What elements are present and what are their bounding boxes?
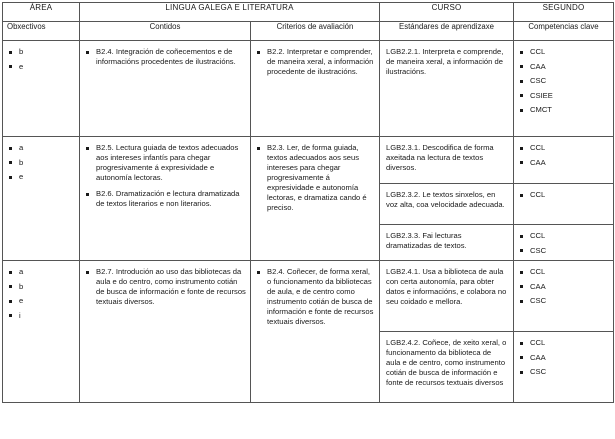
objective-item: a bbox=[9, 267, 76, 277]
table-row bbox=[3, 41, 614, 137]
competence-item: CSC bbox=[520, 76, 610, 86]
objective-item: b bbox=[9, 282, 76, 292]
criteria-cell bbox=[251, 137, 380, 261]
bullet-icon bbox=[520, 80, 523, 83]
criterion-item: B2.4. Coñecer, de forma xeral, o funcionamento da bibliotecas de aula, e de centro como instrumento cotián de busca de información e fonte de recursos textuais diversos. bbox=[257, 267, 376, 327]
objectives-cell bbox=[3, 137, 80, 261]
contents-cell bbox=[80, 137, 251, 261]
objectives-cell bbox=[3, 261, 80, 403]
bullet-icon bbox=[520, 271, 523, 274]
criteria-cell bbox=[251, 41, 380, 137]
column-header-row bbox=[3, 22, 614, 41]
standard-text: LGB2.3.2. Le textos sinxelos, en voz alta, coa velocidade adecuada. bbox=[386, 190, 505, 209]
competence-item: CAA bbox=[520, 62, 610, 72]
table-row bbox=[3, 137, 614, 184]
bullet-icon bbox=[257, 271, 260, 274]
objectives-cell bbox=[3, 41, 80, 137]
bullet-icon bbox=[257, 147, 260, 150]
criterion-item: B2.2. Interpretar e comprender, de maneira xeral, a información procedente de ilustracións. bbox=[257, 47, 376, 77]
bullet-icon bbox=[520, 342, 523, 345]
bullet-icon bbox=[86, 147, 89, 150]
standard-cell bbox=[380, 261, 514, 332]
bullet-icon bbox=[520, 356, 523, 359]
bullet-icon bbox=[520, 285, 523, 288]
bullet-icon bbox=[9, 51, 12, 54]
bullet-icon bbox=[520, 300, 523, 303]
standard-text: LGB2.4.1. Usa a biblioteca de aula con certa autonomía, para obter datos e informacións, e colabora no seu coidado e mellora. bbox=[386, 267, 507, 307]
competences-header: Competencias clave bbox=[514, 22, 614, 41]
competence-item: CMCT bbox=[520, 105, 610, 115]
objective-item: e bbox=[9, 62, 76, 72]
competence-item: CAA bbox=[520, 353, 610, 363]
subject-title: LINGUA GALEGA E LITERATURA bbox=[80, 3, 380, 22]
competences-cell bbox=[514, 261, 614, 332]
competence-item: CSC bbox=[520, 367, 610, 377]
standard-cell bbox=[380, 41, 514, 137]
objective-item: e bbox=[9, 172, 76, 182]
bullet-icon bbox=[257, 51, 260, 54]
standard-cell bbox=[380, 184, 514, 225]
contents-cell bbox=[80, 41, 251, 137]
content-item: B2.7. Introdución ao uso das bibliotecas da aula e do centro, como instrumento cotián de busca de información e fonte de recursos textuais diversos. bbox=[86, 267, 247, 307]
competence-item: CSC bbox=[520, 296, 610, 306]
bullet-icon bbox=[520, 94, 523, 97]
competence-item: CCL bbox=[520, 47, 610, 57]
table-header-row bbox=[3, 3, 614, 22]
criteria-header: Criterios de avaliación bbox=[251, 22, 380, 41]
bullet-icon bbox=[520, 161, 523, 164]
criterion-item: B2.3. Ler, de forma guiada, textos adecuados aos seus intereses para chegar progresivamente á expresividade e autonomía lectoras, e dramatiza cando é preciso. bbox=[257, 143, 376, 213]
bullet-icon bbox=[520, 109, 523, 112]
table-row bbox=[3, 261, 614, 332]
competence-item: CCL bbox=[520, 267, 610, 277]
competences-cell bbox=[514, 225, 614, 261]
competence-item: CAA bbox=[520, 282, 610, 292]
bullet-icon bbox=[520, 65, 523, 68]
bullet-icon bbox=[86, 193, 89, 196]
bullet-icon bbox=[9, 176, 12, 179]
standard-cell bbox=[380, 332, 514, 403]
standard-text: LGB2.2.1. Interpreta e comprende, de maneira xeral, a información de ilustracións. bbox=[386, 47, 504, 76]
standards-header: Estándares de aprendizaxe bbox=[380, 22, 514, 41]
competences-cell bbox=[514, 332, 614, 403]
bullet-icon bbox=[9, 161, 12, 164]
competences-cell bbox=[514, 184, 614, 225]
competence-item: CCL bbox=[520, 190, 610, 200]
criteria-cell bbox=[251, 261, 380, 403]
competence-item: CSIEE bbox=[520, 91, 610, 101]
objective-item: a bbox=[9, 143, 76, 153]
bullet-icon bbox=[9, 271, 12, 274]
competence-item: CCL bbox=[520, 338, 610, 348]
bullet-icon bbox=[86, 51, 89, 54]
standard-text: LGB2.3.3. Fai lecturas dramatizadas de textos. bbox=[386, 231, 467, 250]
objective-item: b bbox=[9, 158, 76, 168]
area-label: ÁREA bbox=[3, 3, 80, 22]
objectives-header: Obxectivos bbox=[3, 22, 80, 41]
bullet-icon bbox=[9, 314, 12, 317]
bullet-icon bbox=[520, 147, 523, 150]
curriculum-table bbox=[2, 2, 614, 403]
competences-cell bbox=[514, 137, 614, 184]
course-label: CURSO bbox=[380, 3, 514, 22]
bullet-icon bbox=[9, 300, 12, 303]
standard-cell bbox=[380, 137, 514, 184]
objective-item: e bbox=[9, 296, 76, 306]
standard-text: LGB2.3.1. Descodifica de forma axeitada na lectura de textos diversos. bbox=[386, 143, 494, 172]
standard-text: LGB2.4.2. Coñece, de xeito xeral, o funcionamento da biblioteca de aula e de centro, como instrumento cotián de busca de información e fonte de recursos textuais diversos bbox=[386, 338, 507, 388]
competence-item: CSC bbox=[520, 246, 610, 256]
bullet-icon bbox=[9, 65, 12, 68]
objective-item: b bbox=[9, 47, 76, 57]
bullet-icon bbox=[520, 235, 523, 238]
objective-item: i bbox=[9, 311, 76, 321]
competence-item: CCL bbox=[520, 231, 610, 241]
competences-cell bbox=[514, 41, 614, 137]
bullet-icon bbox=[520, 194, 523, 197]
bullet-icon bbox=[86, 271, 89, 274]
standard-cell bbox=[380, 225, 514, 261]
content-item: B2.6. Dramatización e lectura dramatizada de textos literarios e non literarios. bbox=[86, 189, 247, 209]
competence-item: CCL bbox=[520, 143, 610, 153]
bullet-icon bbox=[520, 51, 523, 54]
contents-header: Contidos bbox=[80, 22, 251, 41]
bullet-icon bbox=[520, 371, 523, 374]
course-year: SEGUNDO bbox=[514, 3, 614, 22]
bullet-icon bbox=[9, 147, 12, 150]
content-item: B2.4. Integración de coñecementos e de informacións procedentes de ilustracións. bbox=[86, 47, 247, 67]
bullet-icon bbox=[520, 249, 523, 252]
bullet-icon bbox=[9, 285, 12, 288]
competence-item: CAA bbox=[520, 158, 610, 168]
content-item: B2.5. Lectura guiada de textos adecuados aos intereses infantís para chegar progresivamente á expresividade e autonomía lectoras. bbox=[86, 143, 247, 183]
contents-cell bbox=[80, 261, 251, 403]
